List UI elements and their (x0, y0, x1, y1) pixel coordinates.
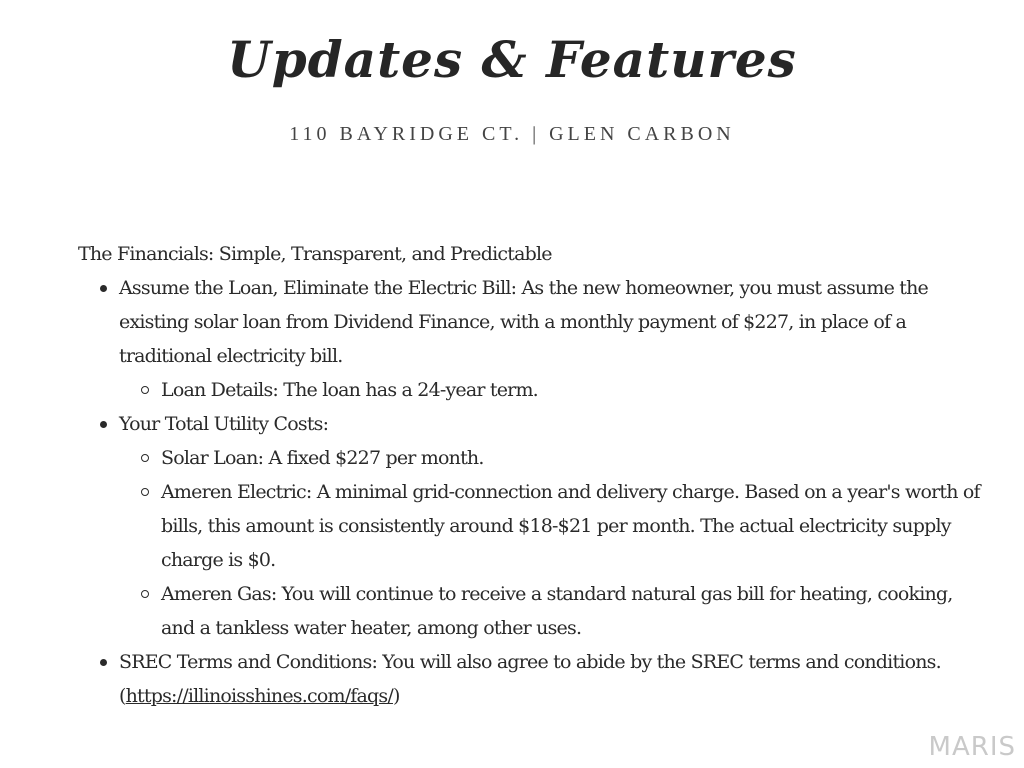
property-address: 110 BAYRIDGE CT. | GLEN CARBON (289, 123, 735, 145)
section-heading: The Financials: Simple, Transparent, and Predictable (78, 243, 552, 265)
sub-item-loan-details: Loan Details: The loan has a 24-year term. (119, 373, 983, 407)
list-item-utility-costs (78, 407, 983, 645)
list-item-srec (78, 645, 983, 713)
link-close-paren: ) (392, 685, 400, 707)
list-item-text: SREC Terms and Conditions: You will also agree to abide by the SREC terms and conditions. (119, 651, 941, 673)
financials-section (78, 237, 983, 713)
srec-faq-link[interactable]: https://illinoisshines.com/faqs/ (125, 685, 393, 707)
financials-list (78, 271, 983, 713)
list-item-text: Assume the Loan, Eliminate the Electric Bill: As the new homeowner, you must assume the existing solar loan from Dividend Finance, with a monthly payment of $227, in place of a traditional electricity bill. (119, 277, 928, 367)
page-title: Updates & Features (227, 30, 797, 89)
maris-watermark: MARIS (928, 732, 1016, 762)
sub-item-ameren-electric: Ameren Electric: A minimal grid-connection and delivery charge. Based on a year's worth of bills, this amount is consistently around $18-$21 per month. The actual electricity supply charge is $0. (119, 475, 983, 577)
sub-item-ameren-gas: Ameren Gas: You will continue to receive a standard natural gas bill for heating, cooking, and a tankless water heater, among other uses. (119, 577, 983, 645)
list-item-assume-loan (78, 271, 983, 407)
link-open-paren: ( (119, 685, 126, 707)
list-item-text: Your Total Utility Costs: (119, 413, 329, 435)
sub-list (119, 441, 983, 645)
sub-list (119, 373, 983, 407)
sub-item-solar-loan: Solar Loan: A fixed $227 per month. (119, 441, 983, 475)
